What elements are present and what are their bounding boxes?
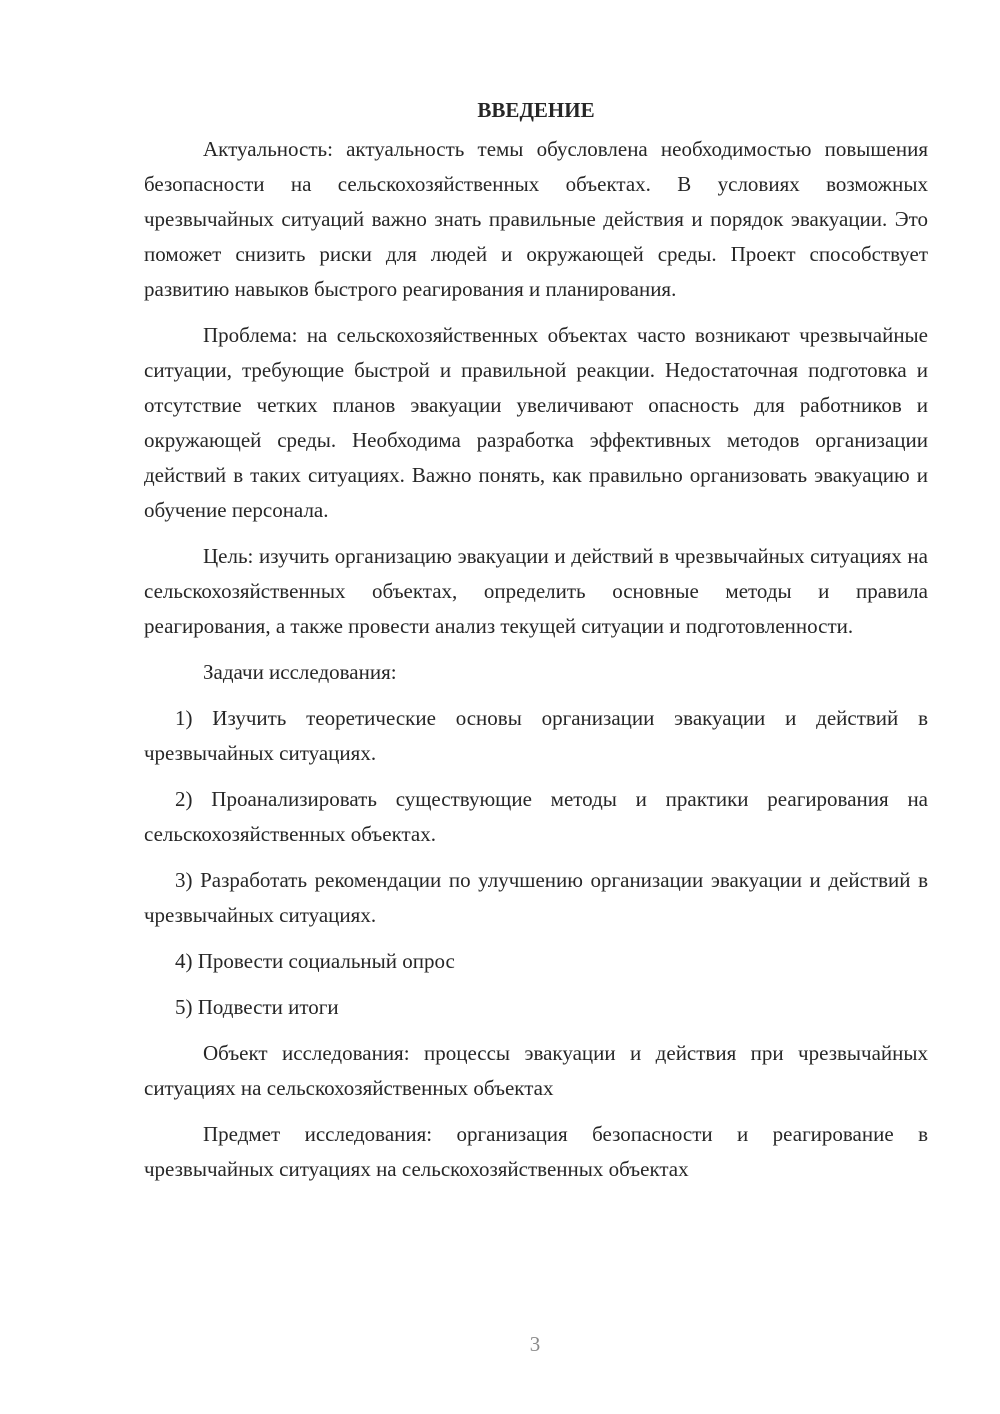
relevance-paragraph: Актуальность: актуальность темы обусловлена необходимостью повышения безопасности на сельскохозяйственных объектах. В условиях возможных чрезвычайных ситуаций важно знать правильные действия и порядок эвакуации. Это поможет снизить риски для людей и окружающей среды. Проект способствует развитию навыков быстрого реагирования и планирования.	[144, 137, 928, 301]
document-page	[144, 92, 928, 1198]
task-item-1: 1) Изучить теоретические основы организации эвакуации и действий в чрезвычайных ситуациях.	[144, 706, 928, 765]
page-title: ВВЕДЕНИЕ	[477, 98, 595, 122]
task-item-2: 2) Проанализировать существующие методы и практики реагирования на сельскохозяйственных объектах.	[144, 787, 928, 846]
problem-paragraph: Проблема: на сельскохозяйственных объектах часто возникают чрезвычайные ситуации, требующие быстрой и правильной реакции. Недостаточная подготовка и отсутствие четких планов эвакуации увеличивают опасность для работников и окружающей среды. Необходима разработка эффективных методов организации действий в таких ситуациях. Важно понять, как правильно организовать эвакуацию и обучение персонала.	[144, 323, 928, 522]
research-object-paragraph: Объект исследования: процессы эвакуации и действия при чрезвычайных ситуациях на сельскохозяйственных объектах	[144, 1041, 928, 1100]
task-item-3: 3) Разработать рекомендации по улучшению организации эвакуации и действий в чрезвычайных ситуациях.	[144, 868, 928, 927]
page-number: 3	[529, 1332, 541, 1356]
task-item-5: 5) Подвести итоги	[175, 995, 339, 1019]
research-subject-paragraph: Предмет исследования: организация безопасности и реагирование в чрезвычайных ситуациях на сельскохозяйственных объектах	[144, 1122, 928, 1181]
goal-paragraph: Цель: изучить организацию эвакуации и действий в чрезвычайных ситуациях на сельскохозяйственных объектах, определить основные методы и правила реагирования, а также провести анализ текущей ситуации и подготовленности.	[144, 544, 928, 638]
tasks-heading: Задачи исследования:	[203, 660, 397, 684]
task-item-4: 4) Провести социальный опрос	[175, 949, 455, 973]
